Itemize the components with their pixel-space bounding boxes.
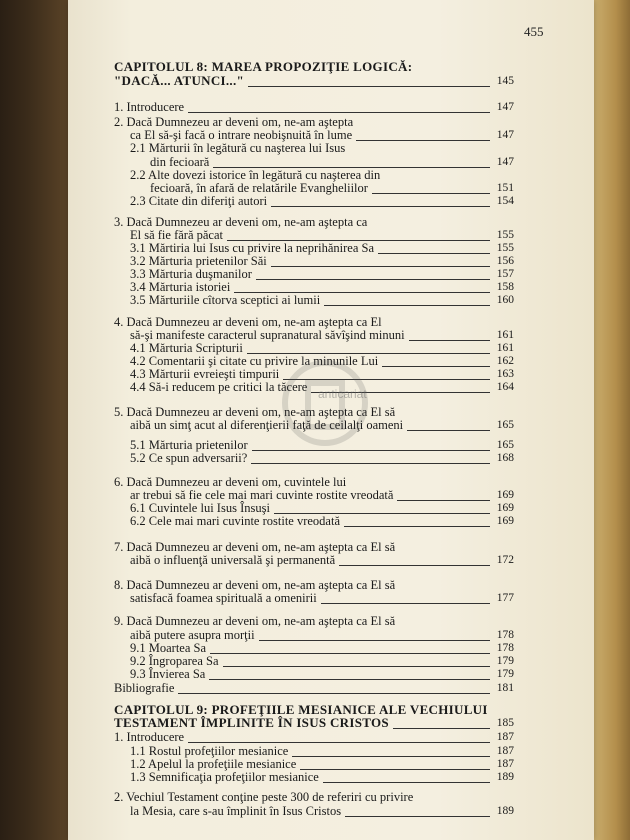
toc-entry-text: 1. Introducere	[114, 100, 185, 114]
toc-entry	[114, 730, 514, 744]
toc-page-number: 158	[496, 281, 514, 293]
toc-page-number: 161	[496, 329, 514, 341]
toc-leader-line	[251, 463, 490, 464]
toc-entry-text: 3.3 Mărturia duşmanilor	[130, 267, 252, 281]
toc-page-number: 160	[496, 294, 514, 306]
toc-entry-text: 4. Dacă Dumnezeu ar deveni om, ne-am aştepta ca El	[114, 315, 382, 329]
toc-page-number: 147	[496, 101, 514, 113]
toc-entry-text: 2.2 Alte dovezi istorice în legătură cu naşterea din	[130, 168, 381, 182]
toc-entry	[130, 501, 514, 515]
toc-page-number: 156	[496, 255, 514, 267]
toc-entry	[130, 770, 514, 784]
toc-entry-text: TESTAMENT ÎMPLINITE ÎN ISUS CRISTOS	[114, 715, 389, 730]
toc-page-number: 161	[496, 342, 514, 354]
toc-entry-text: 4.2 Comentarii şi citate cu privire la minunile Lui	[130, 354, 379, 368]
toc-entry	[114, 540, 514, 554]
toc-entry	[130, 591, 514, 605]
toc-entry-text: 4.1 Mărturia Scripturii	[130, 341, 243, 355]
toc-entry-text: 4.3 Mărturii evreieşti timpurii	[130, 367, 280, 381]
toc-entry	[130, 168, 514, 182]
toc-entry-text: 6.1 Cuvintele lui Isus Însuşi	[130, 501, 270, 515]
toc-entry-text: 3.1 Mărtiria lui Isus cu privire la neprihănirea Sa	[130, 241, 375, 255]
toc-leader-line	[344, 526, 490, 527]
toc-entry	[114, 215, 514, 229]
toc-page-number: 187	[496, 731, 514, 743]
toc-entry-text: 2.1 Mărturii în legătură cu naşterea lui Isus	[130, 141, 346, 155]
toc-entry-text: 1.3 Semnificaţia profeţiilor mesianice	[130, 770, 319, 784]
toc-entry	[114, 578, 514, 592]
toc-leader-line	[188, 742, 490, 743]
toc-leader-line	[209, 679, 490, 680]
toc-page-number: 172	[496, 554, 514, 566]
toc-entry-text: 7. Dacă Dumnezeu ar deveni om, ne-am aştepta ca El să	[114, 540, 396, 554]
toc-page-number: 151	[496, 182, 514, 194]
toc-entry-text: El să fie fără păcat	[130, 228, 223, 242]
toc-entry	[130, 667, 514, 681]
toc-page-number: 187	[496, 758, 514, 770]
toc-entry-text: din fecioară	[150, 155, 210, 169]
book-gutter-shadow	[0, 0, 68, 840]
toc-entry	[114, 315, 514, 329]
toc-leader-line	[339, 565, 490, 566]
toc-page-number: 147	[496, 156, 514, 168]
toc-page-number: 165	[496, 419, 514, 431]
toc-entry	[150, 181, 514, 195]
toc-entry	[114, 681, 514, 695]
toc-entry	[130, 514, 514, 528]
toc-leader-line	[321, 603, 490, 604]
toc-entry-text: 9.3 Învierea Sa	[130, 667, 206, 681]
toc-entry	[130, 267, 514, 281]
toc-entry	[114, 790, 514, 804]
toc-entry-text: Bibliografie	[114, 681, 175, 695]
toc-entry	[114, 614, 514, 628]
toc-entry	[114, 100, 514, 114]
toc-entry-text: fecioară, în afară de relatările Evangheliilor	[150, 181, 368, 195]
toc-leader-line	[345, 816, 490, 817]
toc-entry-text: la Mesia, care s-au împlinit în Isus Cristos	[130, 804, 342, 818]
toc-entry-text: 2. Vechiul Testament conţine peste 300 de referiri cu privire	[114, 790, 414, 804]
toc-entry	[130, 744, 514, 758]
toc-page-number: 179	[496, 668, 514, 680]
toc-entry	[130, 488, 514, 502]
toc-entry-text: 3. Dacă Dumnezeu ar deveni om, ne-am aştepta ca	[114, 215, 368, 229]
toc-page-number: 163	[496, 368, 514, 380]
toc-leader-line	[393, 728, 490, 729]
toc-page-number: 181	[496, 682, 514, 694]
toc-page-number: 169	[496, 489, 514, 501]
page-number: 455	[524, 24, 544, 39]
watermark-logo	[270, 348, 380, 458]
toc-page-number: 147	[496, 129, 514, 141]
toc-leader-line	[324, 305, 490, 306]
toc-entry	[114, 475, 514, 489]
toc-entry-text: 9.2 Îngroparea Sa	[130, 654, 219, 668]
toc-entry	[114, 115, 514, 129]
toc-page-number: 189	[496, 771, 514, 783]
toc-entry-text: 5. Dacă Dumnezeu ar deveni om, ne-am aştepta ca El să	[114, 405, 396, 419]
toc-entry	[130, 328, 514, 342]
toc-page-number: 177	[496, 592, 514, 604]
toc-page-number: 162	[496, 355, 514, 367]
toc-leader-line	[271, 206, 490, 207]
toc-entry-text: CAPITOLUL 8: MAREA PROPOZIŢIE LOGICĂ:	[114, 59, 413, 74]
toc-page-number: 178	[496, 642, 514, 654]
toc-entry	[130, 194, 514, 208]
book-page-edges	[594, 0, 630, 840]
toc-leader-line	[323, 782, 490, 783]
toc-entry-text: satisfacă foamea spirituală a omenirii	[130, 591, 317, 605]
toc-entry-text: 1.1 Rostul profeţiilor mesianice	[130, 744, 289, 758]
toc-entry-text: 2.3 Citate din diferiţi autori	[130, 194, 268, 208]
toc-page-number: 145	[496, 75, 514, 87]
toc-entry	[130, 228, 514, 242]
toc-leader-line	[407, 430, 490, 431]
toc-entry-text: 1. Introducere	[114, 730, 185, 744]
watermark-text: anticariat	[318, 387, 367, 401]
toc-entry-text: aibă o influenţă universală şi permanentă	[130, 553, 336, 567]
toc-page-number: 155	[496, 242, 514, 254]
toc-leader-line	[248, 86, 490, 87]
toc-page-number: 179	[496, 655, 514, 667]
toc-entry	[130, 641, 514, 655]
toc-entry	[130, 241, 514, 255]
toc-entry	[130, 293, 514, 307]
toc-entry-text: ca El să-şi facă o intrare neobişnuită în lume	[130, 128, 353, 142]
toc-entry	[130, 757, 514, 771]
toc-entry-text: 6. Dacă Dumnezeu ar deveni om, cuvintele lui	[114, 475, 347, 489]
toc-entry	[130, 628, 514, 642]
toc-page-number: 154	[496, 195, 514, 207]
toc-entry-text: să-şi manifeste caracterul supranatural săvîşind minuni	[130, 328, 405, 342]
toc-entry-text: ar trebui să fie cele mai mari cuvinte rostite vreodată	[130, 488, 394, 502]
toc-entry	[130, 141, 514, 155]
toc-page-number: 169	[496, 502, 514, 514]
toc-page-number: 178	[496, 629, 514, 641]
toc-entry-text: 9.1 Moartea Sa	[130, 641, 207, 655]
toc-page-number: 155	[496, 229, 514, 241]
toc-entry-text: "DACĂ... ATUNCI..."	[114, 73, 245, 88]
toc-entry-text: 4.4 Să-i reducem pe critici la tăcere	[130, 380, 308, 394]
toc-entry-text: 5.2 Ce spun adversarii?	[130, 451, 248, 465]
toc-page-number: 185	[496, 717, 514, 729]
toc-entry	[150, 155, 514, 169]
toc-entry-text: aibă un simţ acut al diferenţierii faţă de ceilalţi oameni	[130, 418, 404, 432]
toc-entry	[130, 804, 514, 818]
toc-entry-text: 3.2 Mărturia prietenilor Săi	[130, 254, 267, 268]
toc-entry-text: 5.1 Mărturia prietenilor	[130, 438, 248, 452]
toc-entry	[114, 716, 514, 730]
toc-entry	[114, 60, 514, 74]
toc-entry-text: 8. Dacă Dumnezeu ar deveni om, ne-am aştepta ca El să	[114, 578, 396, 592]
toc-entry	[114, 74, 514, 88]
toc-entry-text: 6.2 Cele mai mari cuvinte rostite vreodată	[130, 514, 340, 528]
toc-entry-text: CAPITOLUL 9: PROFEŢIILE MESIANICE ALE VECHIULUI	[114, 702, 488, 717]
toc-entry-text: 2. Dacă Dumnezeu ar deveni om, ne-am aştepta	[114, 115, 354, 129]
toc-page-number: 165	[496, 439, 514, 451]
toc-page-number: 189	[496, 805, 514, 817]
toc-entry-text: 3.4 Mărturia istoriei	[130, 280, 231, 294]
toc-entry	[130, 254, 514, 268]
toc-page-number: 169	[496, 515, 514, 527]
toc-leader-line	[178, 693, 490, 694]
toc-page-number: 164	[496, 381, 514, 393]
toc-entry-text: aibă putere asupra morţii	[130, 628, 255, 642]
toc-entry	[130, 553, 514, 567]
toc-page-number: 168	[496, 452, 514, 464]
toc-entry-text: 9. Dacă Dumnezeu ar deveni om, ne-am aştepta ca El să	[114, 614, 396, 628]
toc-entry-text: 1.2 Apelul la profeţiile mesianice	[130, 757, 297, 771]
toc-entry	[130, 280, 514, 294]
toc-entry-text: 3.5 Mărturiile cîtorva sceptici ai lumii	[130, 293, 321, 307]
toc-page-number: 157	[496, 268, 514, 280]
toc-leader-line	[188, 112, 490, 113]
toc-entry	[130, 128, 514, 142]
toc-entry	[130, 654, 514, 668]
toc-page-number: 187	[496, 745, 514, 757]
